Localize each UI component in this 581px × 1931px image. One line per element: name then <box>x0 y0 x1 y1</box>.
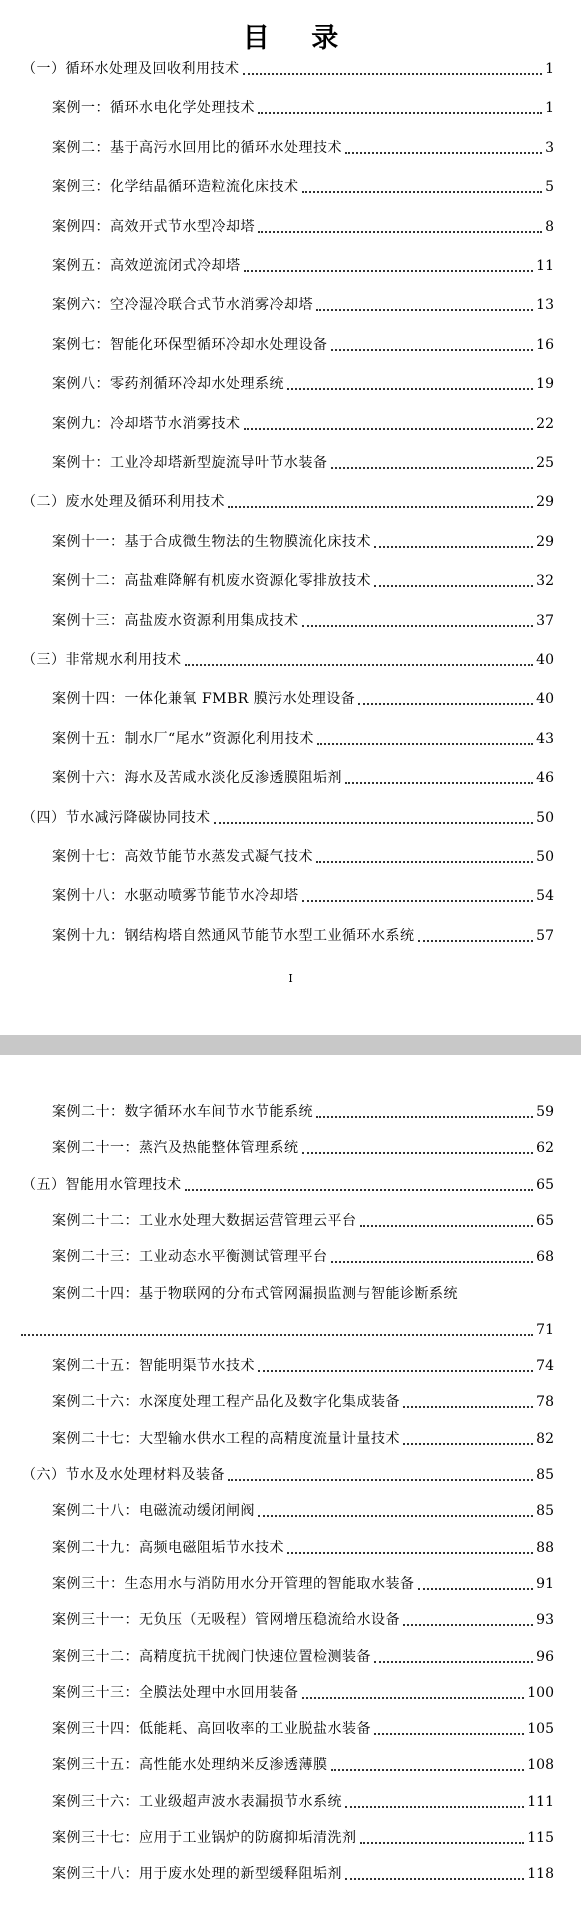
toc-page-number: 46 <box>536 770 554 787</box>
toc-entry-label: 案例三十七：应用于工业锅炉的防腐抑垢清洗剂 <box>52 1830 357 1846</box>
toc-dot-leader <box>331 1260 534 1263</box>
toc-entry-label: （六）节水及水处理材料及装备 <box>22 1467 225 1483</box>
toc-entry-label: （四）节水减污降碳协同技术 <box>22 809 211 826</box>
toc-entry-label: 案例十二：高盐难降解有机废水资源化零排放技术 <box>52 573 371 590</box>
toc-entry[interactable] <box>52 97 554 119</box>
toc-entry-label: 案例九：冷却塔节水消雾技术 <box>52 415 241 432</box>
toc-entry[interactable] <box>52 1283 554 1305</box>
toc-entry[interactable] <box>52 137 554 159</box>
toc-entry-label: （五）智能用水管理技术 <box>22 1176 182 1193</box>
toc-entry[interactable] <box>52 1137 554 1159</box>
toc-page-number: 1 <box>545 61 554 77</box>
toc-page-number: 74 <box>536 1358 554 1375</box>
toc-entry[interactable] <box>52 294 554 316</box>
toc-page-number: 29 <box>536 494 554 511</box>
toc-entry[interactable] <box>52 373 554 395</box>
toc-entry[interactable] <box>52 688 554 710</box>
toc-entry[interactable] <box>52 1573 554 1595</box>
toc-entry-label: 案例二：基于高污水回用比的循环水处理技术 <box>52 139 342 156</box>
toc-entry[interactable] <box>52 885 554 907</box>
toc-page-number: 50 <box>536 849 554 865</box>
toc-page-number: 65 <box>536 1176 554 1193</box>
toc-page-number: 59 <box>536 1104 554 1120</box>
toc-entry[interactable] <box>52 925 554 947</box>
toc-dot-leader <box>358 702 533 705</box>
toc-page-number: 78 <box>536 1394 554 1411</box>
toc-entry[interactable] <box>52 1682 554 1704</box>
toc-entry-label: 案例二十五：智能明渠节水技术 <box>52 1358 255 1375</box>
toc-entry[interactable] <box>52 1500 554 1522</box>
toc-entry-label: 案例一：循环水电化学处理技术 <box>52 100 255 117</box>
toc-dot-leader <box>403 1405 533 1408</box>
toc-dot-leader <box>360 1224 534 1227</box>
toc-entry-label: 案例二十六：水深度处理工程产品化及数字化集成装备 <box>52 1394 400 1411</box>
toc-entry-label: 案例十五：制水厂“尾水”资源化利用技术 <box>52 730 314 747</box>
toc-entry[interactable] <box>52 334 554 356</box>
toc-dot-leader <box>360 1841 525 1844</box>
toc-entry-label: 案例十九：钢结构塔自然通风节能节水型工业循环水系统 <box>52 927 415 944</box>
toc-entry-label: 案例十四：一体化兼氧 FMBR 膜污水处理设备 <box>52 691 356 708</box>
toc-entry-label: 案例三十四：低能耗、高回收率的工业脱盐水装备 <box>52 1721 371 1738</box>
toc-dot-leader <box>243 72 543 75</box>
toc-entry-label: （三）非常规水利用技术 <box>22 652 182 668</box>
toc-entry-label: 案例十三：高盐废水资源利用集成技术 <box>52 612 299 629</box>
toc-entry-label: 案例十七：高效节能节水蒸发式凝气技术 <box>52 849 313 865</box>
toc-dot-leader <box>316 308 533 311</box>
toc-entry[interactable] <box>52 413 554 435</box>
toc-entry[interactable] <box>52 1355 554 1377</box>
toc-page-number: 85 <box>536 1503 554 1520</box>
toc-dot-leader <box>331 348 534 351</box>
toc-section-entry[interactable] <box>22 58 554 80</box>
toc-dot-leader <box>244 427 534 430</box>
toc-section-entry[interactable] <box>22 649 554 671</box>
toc-dot-leader <box>317 742 533 745</box>
toc-entry[interactable] <box>52 1754 554 1776</box>
toc-dot-leader <box>228 505 533 508</box>
toc-page-number: 3 <box>545 139 554 156</box>
page-title: 目 录 <box>242 23 355 54</box>
toc-entry[interactable] <box>52 216 554 238</box>
toc-section-entry[interactable] <box>22 1464 554 1486</box>
toc-entry[interactable] <box>52 1609 554 1631</box>
page-number-footer: I <box>288 972 293 985</box>
toc-page-number: 19 <box>536 376 554 393</box>
toc-page-number: 22 <box>536 415 554 432</box>
toc-page-2 <box>0 1055 581 1931</box>
toc-page-number: 25 <box>536 455 554 471</box>
toc-entry-label: 案例二十二：工业水处理大数据运营管理云平台 <box>52 1212 357 1229</box>
toc-entry-label: 案例三：化学结晶循环造粒流化床技术 <box>52 179 299 196</box>
toc-page-number: 91 <box>536 1575 554 1592</box>
toc-page-number: 40 <box>536 691 554 708</box>
toc-entry-label: （二）废水处理及循环利用技术 <box>22 494 225 511</box>
toc-dot-leader <box>331 1768 525 1771</box>
page-separator <box>0 1035 581 1055</box>
toc-entry-label: 案例三十三：全膜法处理中水回用装备 <box>52 1684 299 1701</box>
toc-page-number: 111 <box>527 1793 554 1810</box>
toc-entry[interactable] <box>52 610 554 632</box>
toc-dot-leader <box>331 466 534 469</box>
toc-page-number: 88 <box>536 1539 554 1556</box>
toc-entry-label: 案例十：工业冷却塔新型旋流导叶节水装备 <box>52 455 328 471</box>
toc-entry-label: 案例八：零药剂循环冷却水处理系统 <box>52 376 284 393</box>
toc-entry-label: 案例三十一：无负压（无吸程）管网增压稳流给水设备 <box>52 1612 400 1629</box>
toc-entry-label: 案例十一：基于合成微生物法的生物膜流化床技术 <box>52 533 371 550</box>
toc-entry-label: 案例三十：生态用水与消防用水分开管理的智能取水装备 <box>52 1575 415 1592</box>
toc-page-number: 105 <box>527 1721 554 1738</box>
toc-entry[interactable] <box>52 570 554 592</box>
toc-dot-leader <box>345 1877 524 1880</box>
toc-entry-label: 案例七：智能化环保型循环冷却水处理设备 <box>52 336 328 353</box>
toc-page-number: 8 <box>545 218 554 235</box>
toc-page-number: 115 <box>527 1830 554 1846</box>
toc-page-number: 43 <box>536 730 554 747</box>
toc-page-number: 118 <box>527 1866 554 1883</box>
toc-dot-leader <box>287 387 533 390</box>
toc-dot-leader <box>345 781 533 784</box>
toc-entry[interactable] <box>52 1791 554 1813</box>
toc-page-number: 93 <box>536 1612 554 1629</box>
toc-entry[interactable] <box>52 1101 554 1123</box>
toc-entry[interactable] <box>52 1827 554 1849</box>
toc-dot-leader <box>214 821 534 824</box>
toc-entry-label: 案例二十四：基于物联网的分布式管网漏损监测与智能诊断系统 <box>52 1285 458 1302</box>
toc-page-number: 62 <box>536 1140 554 1157</box>
toc-dot-leader <box>258 1369 533 1372</box>
toc-entry-label: 案例三十二：高精度抗干扰阀门快速位置检测装备 <box>52 1648 371 1665</box>
toc-page-number: 100 <box>527 1684 554 1701</box>
toc-section-entry[interactable] <box>22 491 554 513</box>
toc-page-number: 108 <box>527 1757 554 1774</box>
toc-page-number: 32 <box>536 573 554 590</box>
toc-entry[interactable] <box>52 531 554 553</box>
toc-dot-leader <box>316 1115 533 1118</box>
toc-page-number: 29 <box>536 533 554 550</box>
toc-entry[interactable] <box>52 767 554 789</box>
toc-dot-leader <box>302 190 543 193</box>
toc-entry-label: 案例十八：水驱动喷雾节能节水冷却塔 <box>52 888 299 905</box>
toc-entry-label: 案例三十八：用于废水处理的新型缓释阻垢剂 <box>52 1866 342 1883</box>
toc-entry[interactable] <box>52 728 554 750</box>
toc-dot-leader <box>302 624 534 627</box>
toc-section-entry[interactable] <box>22 1174 554 1196</box>
toc-page-number: 71 <box>536 1321 554 1338</box>
toc-dot-leader <box>287 1551 533 1554</box>
toc-entry[interactable] <box>52 1210 554 1232</box>
toc-dot-leader <box>403 1623 533 1626</box>
toc-entry[interactable] <box>52 176 554 198</box>
toc-dot-leader <box>345 1805 524 1808</box>
toc-entry[interactable] <box>52 452 554 474</box>
toc-entry-label: 案例二十八：电磁流动缓闭闸阀 <box>52 1503 255 1520</box>
toc-section-entry[interactable] <box>22 807 554 829</box>
toc-page-number: 65 <box>536 1212 554 1229</box>
toc-entry-label: 案例四：高效开式节水型冷却塔 <box>52 218 255 235</box>
toc-entry[interactable] <box>52 1718 554 1740</box>
toc-entry[interactable] <box>52 1246 554 1268</box>
toc-dot-leader <box>258 230 542 233</box>
toc-dot-leader <box>403 1442 533 1445</box>
toc-entry[interactable] <box>52 1391 554 1413</box>
toc-entry[interactable] <box>52 1428 554 1450</box>
toc-entry-label: （一）循环水处理及回收利用技术 <box>22 61 240 77</box>
toc-dot-leader <box>418 939 534 942</box>
toc-entry[interactable] <box>52 255 554 277</box>
toc-dot-leader <box>418 1587 534 1590</box>
toc-entry-label: 案例二十：数字循环水车间节水节能系统 <box>52 1104 313 1120</box>
toc-entry-label: 案例二十三：工业动态水平衡测试管理平台 <box>52 1249 328 1266</box>
toc-page-number: 5 <box>545 179 554 196</box>
toc-entry-label: 案例五：高效逆流闭式冷却塔 <box>52 258 241 274</box>
toc-page-number: 11 <box>536 258 554 274</box>
toc-dot-leader <box>185 663 534 666</box>
toc-dot-leader <box>258 1514 533 1517</box>
toc-page-number: 85 <box>536 1467 554 1483</box>
toc-page-number: 50 <box>536 809 554 826</box>
toc-page-number: 1 <box>545 100 554 117</box>
toc-entry[interactable] <box>52 1863 554 1885</box>
toc-entry-label: 案例二十九：高频电磁阻垢节水技术 <box>52 1539 284 1556</box>
toc-dot-leader <box>374 1660 533 1663</box>
toc-dot-leader <box>374 1732 524 1735</box>
toc-entry[interactable] <box>52 1646 554 1668</box>
toc-dot-leader <box>374 584 533 587</box>
toc-dot-leader <box>21 1333 533 1336</box>
toc-dot-leader <box>374 545 533 548</box>
toc-entry-label: 案例二十一：蒸汽及热能整体管理系统 <box>52 1140 299 1157</box>
toc-dot-leader <box>258 111 542 114</box>
toc-dot-leader <box>302 1151 534 1154</box>
toc-page-number: 82 <box>536 1430 554 1447</box>
toc-entry[interactable] <box>52 1537 554 1559</box>
toc-entry[interactable] <box>18 1319 554 1341</box>
toc-page-number: 40 <box>536 652 554 668</box>
toc-entry-label: 案例二十七：大型输水供水工程的高精度流量计量技术 <box>52 1430 400 1447</box>
toc-page-number: 13 <box>536 297 554 314</box>
toc-dot-leader <box>302 899 534 902</box>
toc-page-number: 37 <box>536 612 554 629</box>
toc-dot-leader <box>185 1188 534 1191</box>
toc-entry[interactable] <box>52 846 554 868</box>
toc-page-number: 54 <box>536 888 554 905</box>
toc-dot-leader <box>316 860 533 863</box>
toc-page-number: 16 <box>536 336 554 353</box>
toc-page-number: 96 <box>536 1648 554 1665</box>
toc-dot-leader <box>302 1696 525 1699</box>
toc-entry-label: 案例三十六：工业级超声波水表漏损节水系统 <box>52 1793 342 1810</box>
toc-page-number: 68 <box>536 1249 554 1266</box>
toc-entry-label: 案例六：空冷湿冷联合式节水消雾冷却塔 <box>52 297 313 314</box>
toc-dot-leader <box>228 1478 533 1481</box>
toc-dot-leader <box>345 151 542 154</box>
toc-dot-leader <box>244 269 534 272</box>
toc-entry-label: 案例三十五：高性能水处理纳米反渗透薄膜 <box>52 1757 328 1774</box>
toc-page-number: 57 <box>536 927 554 944</box>
toc-entry-label: 案例十六：海水及苦咸水淡化反渗透膜阻垢剂 <box>52 770 342 787</box>
